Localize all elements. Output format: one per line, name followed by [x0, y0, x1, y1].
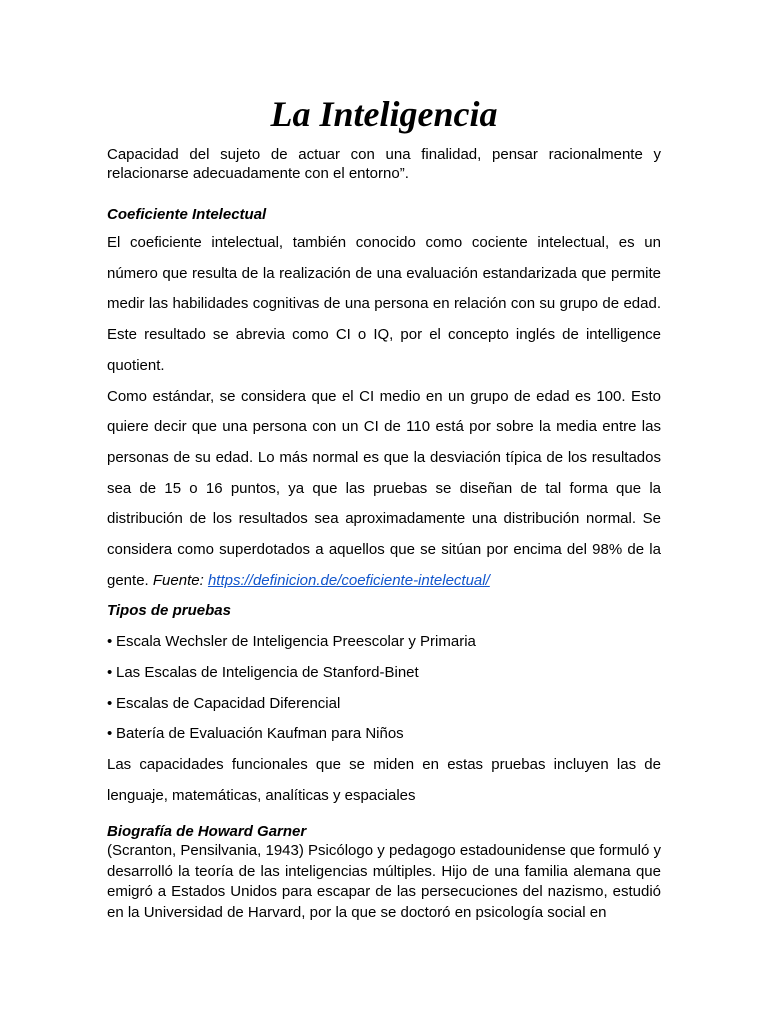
- list-item-text: Batería de Evaluación Kaufman para Niños: [116, 725, 404, 743]
- document-page: [107, 90, 661, 923]
- bullet-icon: •: [107, 663, 113, 681]
- source-label: Fuente:: [152, 571, 204, 589]
- tipos-list: [107, 627, 661, 750]
- list-item: [107, 689, 661, 720]
- bullet-icon: •: [107, 725, 113, 743]
- bullet-icon: •: [107, 633, 113, 651]
- heading-biografia: Biografía de Howard Garner: [107, 823, 307, 841]
- coeficiente-paragraph-1: El coeficiente intelectual, también conocido como cociente intelectual, es un número que resulta de la realización de una evaluación estandarizada que permite medir las habilidades cognitivas de una persona en relación con su grupo de edad. Este resultado se abrevia como CI o IQ, por el concepto inglés de intelligence quotient.: [107, 234, 661, 374]
- document-title: La Inteligencia: [270, 94, 498, 134]
- bullet-icon: •: [107, 694, 113, 712]
- heading-coeficiente-intelectual: Coeficiente Intelectual: [107, 206, 267, 223]
- intro-paragraph: Capacidad del sujeto de actuar con una finalidad, pensar racionalmente y relacionarse adecuadamente con el entorno”.: [107, 146, 661, 182]
- coeficiente-paragraph-2: [107, 382, 661, 597]
- list-item-text: Escalas de Capacidad Diferencial: [116, 694, 341, 712]
- list-item: [107, 658, 661, 689]
- heading-tipos-de-pruebas: Tipos de pruebas: [107, 602, 231, 620]
- list-item: [107, 719, 661, 750]
- coeficiente-paragraph-2-text: Como estándar, se considera que el CI medio en un grupo de edad es 100. Esto quiere decir que una persona con un CI de 110 está por sobre la media entre las personas de su edad. Lo más normal es que la desviación típica de los resultados sea de 15 o 16 puntos, ya que las pruebas se diseñan de tal forma que la distribución de los resultados sea aproximadamente una distribución normal. Se considera como superdotados a aquellos que se sitúan por encima del 98% de la gente.: [107, 387, 661, 589]
- capacidades-paragraph: Las capacidades funcionales que se miden en estas pruebas incluyen las de lenguaje, matemáticas, analíticas y espaciales: [107, 755, 661, 804]
- list-item: [107, 627, 661, 658]
- list-item-text: Las Escalas de Inteligencia de Stanford-Binet: [116, 663, 419, 681]
- biografia-paragraph: (Scranton, Pensilvania, 1943) Psicólogo y pedagogo estadounidense que formuló y desarrolló la teoría de las inteligencias múltiples. Hijo de una familia alemana que emigró a Estados Unidos para escapar de las persecuciones del nazismo, estudió en la Universidad de Harvard, por la que se doctoró en psicología social en: [107, 842, 661, 921]
- list-item-text: Escala Wechsler de Inteligencia Preescolar y Primaria: [116, 633, 476, 651]
- source-link[interactable]: https://definicion.de/coeficiente-intelectual/: [207, 571, 490, 589]
